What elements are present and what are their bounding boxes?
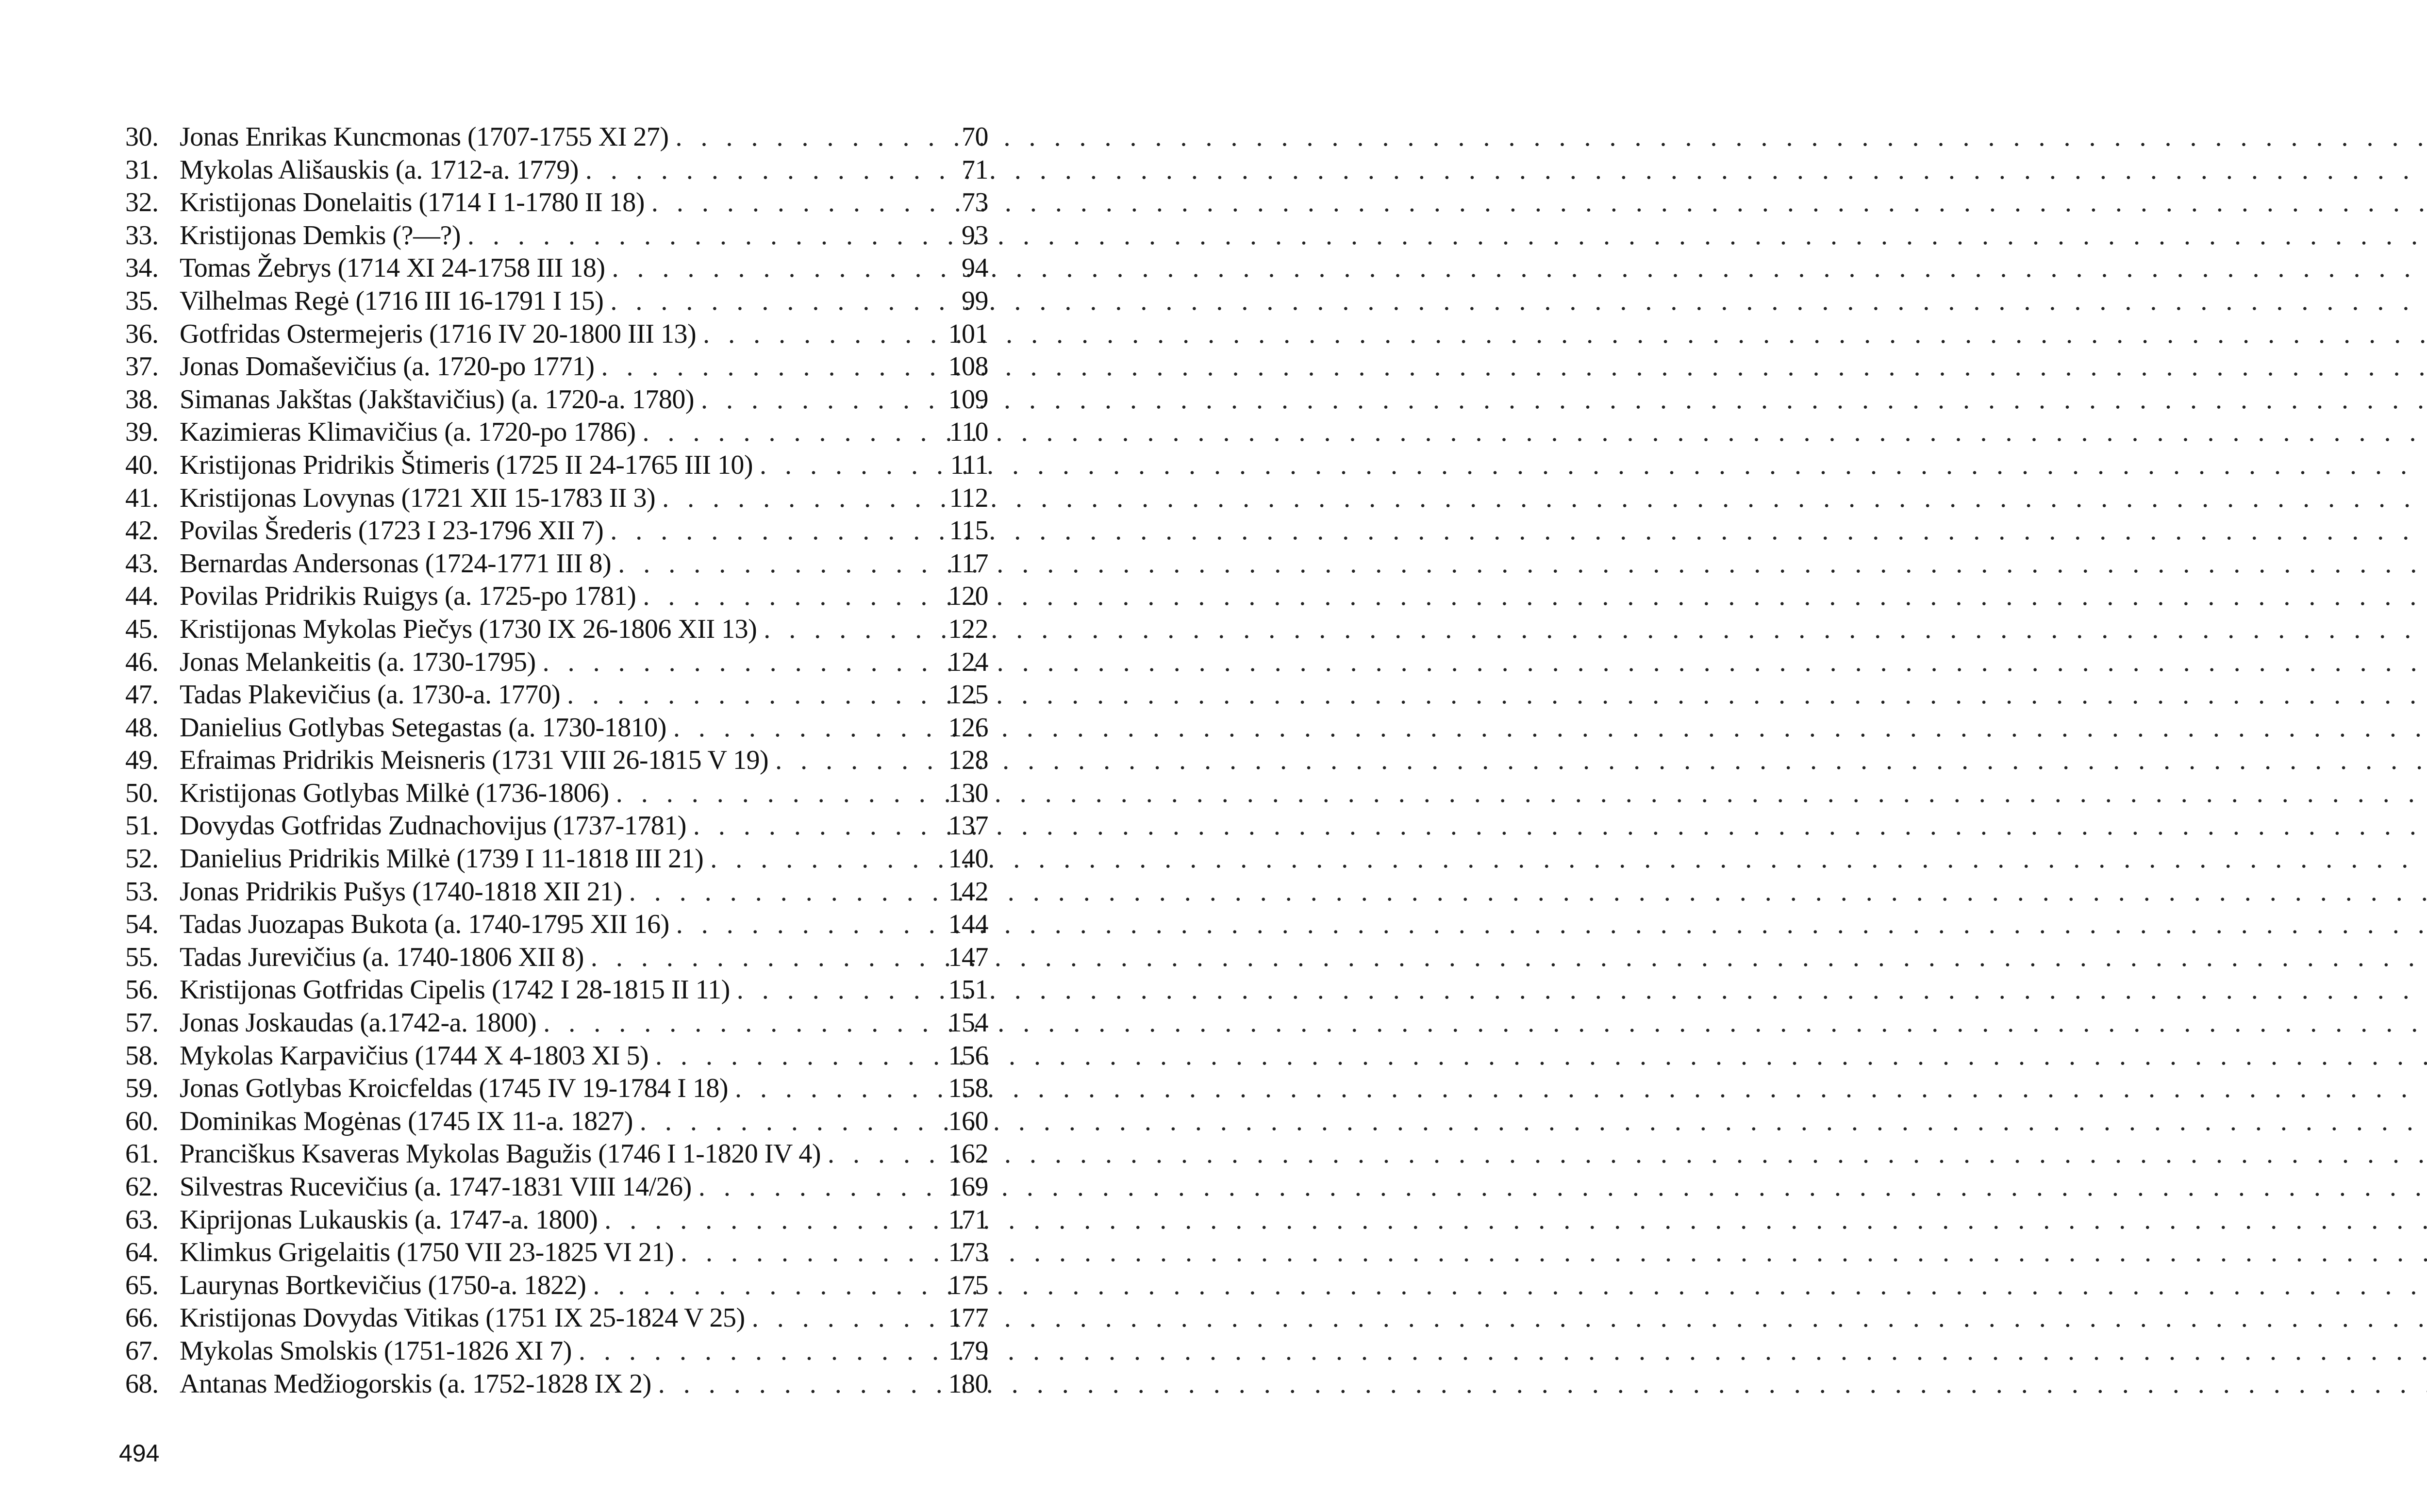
entry-number: 53. <box>125 876 159 907</box>
entry-number: 57. <box>125 1008 159 1038</box>
entry-title: Dovydas Gotfridas Zudnachovijus (1737-1781) <box>180 811 686 841</box>
dot-leader <box>567 679 941 712</box>
entry-number: 68. <box>125 1368 159 1399</box>
toc-entry <box>125 744 988 777</box>
entry-number: 39. <box>125 417 159 448</box>
entry-number: 33. <box>125 220 159 250</box>
entry-number: 38. <box>125 384 159 415</box>
entry-page-number: 125 <box>948 680 988 710</box>
entry-page-number: 137 <box>948 811 988 841</box>
toc-entry <box>125 1269 988 1302</box>
entry-title: Jonas Domaševičius (a. 1720-po 1771) <box>180 351 595 382</box>
entry-title: Simanas Jakštas (Jakštavičius) (a. 1720-a. 1780) <box>180 384 694 415</box>
toc-entry <box>125 548 988 581</box>
entry-page-number: 175 <box>948 1270 988 1300</box>
entry-title: Kristijonas Mykolas Piečys (1730 IX 26-1806 XII 13) <box>180 614 757 644</box>
entry-title: Kristijonas Gotfridas Cipelis (1742 I 28-1815 II 11) <box>180 975 730 1005</box>
dot-leader <box>601 350 942 383</box>
entry-page-number: 112 <box>949 482 988 513</box>
toc-entry <box>125 613 988 646</box>
entry-title: Jonas Gotlybas Kroicfeldas (1745 IV 19-1784 I 18) <box>180 1073 729 1104</box>
dot-leader <box>629 876 942 909</box>
entry-title: Tomas Žebrys (1714 XI 24-1758 III 18) <box>180 253 605 283</box>
document-page <box>0 0 1112 1512</box>
entry-title: Antanas Medžiogorskis (a. 1752-1828 IX 2) <box>180 1368 651 1399</box>
entry-title: Klimkus Grigelaitis (1750 VII 23-1825 VI 21) <box>180 1237 674 1268</box>
entry-number: 45. <box>125 614 159 644</box>
entry-page-number: 99 <box>962 285 988 316</box>
dot-leader <box>658 1368 942 1401</box>
entry-number: 63. <box>125 1204 159 1235</box>
toc-entry <box>125 1335 988 1368</box>
entry-number: 67. <box>125 1335 159 1366</box>
entry-page-number: 142 <box>948 876 988 907</box>
entry-number: 56. <box>125 975 159 1005</box>
dot-leader <box>703 318 941 351</box>
toc-entry <box>125 350 988 383</box>
dot-leader <box>543 646 942 679</box>
toc-entry <box>125 186 988 219</box>
entry-page-number: 162 <box>948 1139 988 1169</box>
toc-entry <box>125 154 988 187</box>
entry-page-number: 158 <box>948 1073 988 1104</box>
dot-leader <box>693 810 942 843</box>
entry-page-number: 73 <box>962 187 988 218</box>
entry-page-number: 108 <box>948 351 988 382</box>
entry-title: Jonas Joskaudas (a.1742-a. 1800) <box>180 1008 537 1038</box>
entry-number: 32. <box>125 187 159 218</box>
entry-number: 65. <box>125 1270 159 1300</box>
entry-page-number: 71 <box>962 154 988 185</box>
dot-leader <box>612 252 943 285</box>
toc-entry <box>125 777 988 810</box>
entry-page-number: 130 <box>948 778 988 808</box>
dot-leader <box>610 515 942 548</box>
toc-entry <box>125 285 988 318</box>
entry-number: 36. <box>125 318 159 349</box>
entry-title: Pranciškus Ksaveras Mykolas Bagužis (1746 I 1-1820 IV 4) <box>180 1139 821 1169</box>
dot-leader <box>591 941 942 974</box>
entry-page-number: 128 <box>948 745 988 776</box>
dot-leader <box>662 482 942 515</box>
entry-number: 58. <box>125 1040 159 1071</box>
entry-page-number: 160 <box>948 1106 988 1136</box>
toc-entry <box>125 1072 988 1105</box>
entry-title: Mykolas Karpavičius (1744 X 4-1803 XI 5) <box>180 1040 649 1071</box>
toc-entry <box>125 580 988 613</box>
entry-title: Tadas Juozapas Bukota (a. 1740-1795 XII 16) <box>180 909 669 940</box>
dot-leader <box>593 1269 941 1302</box>
toc-entry <box>125 219 988 252</box>
dot-leader <box>698 1171 942 1204</box>
toc-entry <box>125 383 988 416</box>
entry-title: Kristijonas Dovydas Vitikas (1751 IX 25-1824 V 25) <box>180 1303 745 1333</box>
entry-page-number: 109 <box>948 384 988 415</box>
dot-leader <box>643 416 943 449</box>
dot-leader <box>710 843 941 876</box>
toc-entry <box>125 252 988 285</box>
entry-title: Tadas Plakevičius (a. 1730-a. 1770) <box>180 680 561 710</box>
toc-entry <box>125 941 988 974</box>
entry-title: Bernardas Andersonas (1724-1771 III 8) <box>180 548 612 579</box>
toc-entry <box>125 876 988 909</box>
entry-number: 66. <box>125 1303 159 1333</box>
dot-leader <box>764 613 941 646</box>
entry-title: Povilas Šrederis (1723 I 23-1796 XII 7) <box>180 515 604 546</box>
dot-leader <box>616 777 942 810</box>
entry-page-number: 156 <box>948 1040 988 1071</box>
toc-entry <box>125 843 988 876</box>
entry-page-number: 147 <box>948 942 988 972</box>
dot-leader <box>681 1236 941 1269</box>
toc-entry <box>125 1368 988 1401</box>
toc-entry <box>125 416 988 449</box>
toc-entry <box>125 679 988 712</box>
entry-number: 49. <box>125 745 159 776</box>
entry-page-number: 70 <box>962 122 988 152</box>
toc-entry <box>125 515 988 548</box>
dot-leader <box>676 121 943 154</box>
toc-entry <box>125 974 988 1007</box>
entry-page-number: 111 <box>950 449 988 480</box>
dot-leader <box>604 1204 941 1237</box>
entry-title: Dominikas Mogėnas (1745 IX 11-a. 1827) <box>180 1106 633 1136</box>
entry-number: 51. <box>125 811 159 841</box>
entry-number: 37. <box>125 351 159 382</box>
entry-number: 55. <box>125 942 159 972</box>
dot-leader <box>467 219 943 252</box>
toc-entry <box>125 121 988 154</box>
entry-title: Danielius Gotlybas Setegastas (a. 1730-1810) <box>180 712 666 743</box>
entry-page-number: 126 <box>948 712 988 743</box>
dot-leader <box>752 1302 942 1335</box>
entry-page-number: 120 <box>948 581 988 612</box>
entry-page-number: 180 <box>948 1368 988 1399</box>
entry-page-number: 122 <box>948 614 988 644</box>
toc-entry <box>125 1204 988 1237</box>
entry-page-number: 169 <box>948 1172 988 1202</box>
entry-page-number: 94 <box>962 253 988 283</box>
entry-page-number: 117 <box>949 548 988 579</box>
entry-page-number: 101 <box>948 318 988 349</box>
entry-number: 60. <box>125 1106 159 1136</box>
entry-page-number: 154 <box>948 1008 988 1038</box>
entry-title: Jonas Melankeitis (a. 1730-1795) <box>180 647 536 677</box>
entry-number: 47. <box>125 680 159 710</box>
entry-title: Efraimas Pridrikis Meisneris (1731 VIII 26-1815 V 19) <box>180 745 769 776</box>
entry-title: Gotfridas Ostermejeris (1716 IV 20-1800 III 13) <box>180 318 697 349</box>
entry-title: Jonas Enrikas Kuncmonas (1707-1755 XI 27) <box>180 122 669 152</box>
toc-entry <box>125 1171 988 1204</box>
entry-number: 43. <box>125 548 159 579</box>
entry-title: Povilas Pridrikis Ruigys (a. 1725-po 1781) <box>180 581 636 612</box>
entry-title: Jonas Pridrikis Pušys (1740-1818 XII 21) <box>180 876 622 907</box>
entry-page-number: 173 <box>948 1237 988 1268</box>
toc-entry <box>125 1007 988 1040</box>
entry-title: Kristijonas Lovynas (1721 XII 15-1783 II 3) <box>180 482 656 513</box>
dot-leader <box>651 186 943 219</box>
dot-leader <box>618 548 942 581</box>
toc-entry <box>125 1302 988 1335</box>
toc-entry <box>125 712 988 745</box>
entry-page-number: 115 <box>949 515 988 546</box>
toc-entry <box>125 482 988 515</box>
entry-number: 35. <box>125 285 159 316</box>
entry-title: Tadas Jurevičius (a. 1740-1806 XII 8) <box>180 942 584 972</box>
entry-page-number: 144 <box>948 909 988 940</box>
toc-entry <box>125 908 988 941</box>
entry-title: Danielius Pridrikis Milkė (1739 I 11-1818 III 21) <box>180 844 704 874</box>
entry-number: 46. <box>125 647 159 677</box>
toc-entry <box>125 1138 988 1171</box>
dot-leader <box>735 1072 941 1105</box>
entry-number: 41. <box>125 482 159 513</box>
entry-number: 40. <box>125 449 159 480</box>
entry-title: Mykolas Smolskis (1751-1826 XI 7) <box>180 1335 572 1366</box>
entry-page-number: 171 <box>948 1204 988 1235</box>
entry-number: 54. <box>125 909 159 940</box>
entry-number: 62. <box>125 1172 159 1202</box>
dot-leader <box>775 744 941 777</box>
dot-leader <box>701 383 942 416</box>
dot-leader <box>760 449 943 482</box>
entry-title: Kristijonas Pridrikis Štimeris (1725 II 24-1765 III 10) <box>180 449 753 480</box>
dot-leader <box>676 908 942 941</box>
entry-title: Kristijonas Demkis (?—?) <box>180 220 461 250</box>
dot-leader <box>643 580 941 613</box>
dot-leader <box>737 974 942 1007</box>
entry-title: Kristijonas Gotlybas Milkė (1736-1806) <box>180 778 609 808</box>
entry-page-number: 151 <box>948 975 988 1005</box>
entry-number: 61. <box>125 1139 159 1169</box>
entry-page-number: 179 <box>948 1335 988 1366</box>
toc-entry <box>125 318 988 351</box>
entry-number: 52. <box>125 844 159 874</box>
entry-page-number: 140 <box>948 844 988 874</box>
entry-title: Kiprijonas Lukauskis (a. 1747-a. 1800) <box>180 1204 598 1235</box>
entry-title: Mykolas Ališauskis (a. 1712-a. 1779) <box>180 154 579 185</box>
entry-page-number: 124 <box>948 647 988 677</box>
entry-title: Silvestras Rucevičius (a. 1747-1831 VIII 14/26) <box>180 1172 692 1202</box>
entry-number: 59. <box>125 1073 159 1104</box>
entry-title: Kristijonas Donelaitis (1714 I 1-1780 II 18) <box>180 187 645 218</box>
toc-entry <box>125 449 988 482</box>
toc-entry <box>125 646 988 679</box>
toc-entry <box>125 1105 988 1138</box>
entry-number: 31. <box>125 154 159 185</box>
dot-leader <box>610 285 943 318</box>
entry-page-number: 110 <box>949 417 988 448</box>
dot-leader <box>579 1335 942 1368</box>
entry-number: 48. <box>125 712 159 743</box>
entry-number: 50. <box>125 778 159 808</box>
dot-leader <box>543 1007 941 1040</box>
entry-title: Laurynas Bortkevičius (1750-a. 1822) <box>180 1270 586 1300</box>
dot-leader <box>828 1138 942 1171</box>
entry-number: 30. <box>125 122 159 152</box>
dot-leader <box>655 1040 941 1073</box>
entry-page-number: 93 <box>962 220 988 250</box>
toc-entry <box>125 810 988 843</box>
entry-number: 44. <box>125 581 159 612</box>
entry-title: Kazimieras Klimavičius (a. 1720-po 1786) <box>180 417 636 448</box>
table-of-contents <box>125 121 988 1400</box>
toc-entry <box>125 1040 988 1073</box>
entry-number: 42. <box>125 515 159 546</box>
entry-page-number: 177 <box>948 1303 988 1333</box>
entry-title: Vilhelmas Regė (1716 III 16-1791 I 15) <box>180 285 604 316</box>
toc-entry <box>125 1236 988 1269</box>
entry-number: 64. <box>125 1237 159 1268</box>
dot-leader <box>673 712 942 745</box>
dot-leader <box>640 1105 942 1138</box>
dot-leader <box>585 154 943 187</box>
page-number: 494 <box>119 1440 160 1467</box>
entry-number: 34. <box>125 253 159 283</box>
